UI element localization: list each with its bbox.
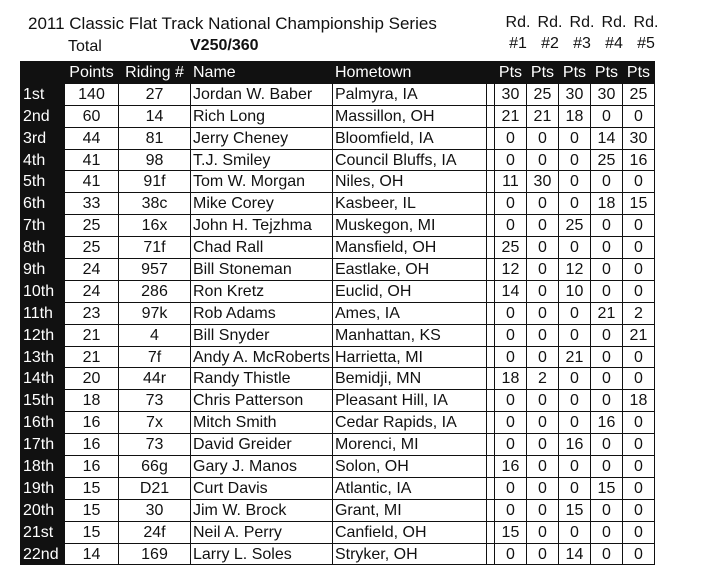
round-4-points-cell: 21: [590, 302, 622, 324]
round-header-2: [534, 12, 566, 54]
column-gap: [486, 83, 494, 105]
riding-number-cell: 286: [119, 280, 191, 302]
round-4-points-cell: 0: [590, 280, 622, 302]
round-2-points-cell: 21: [526, 105, 558, 127]
round-4-points-cell: 0: [590, 237, 622, 259]
hometown-cell: Atlantic, IA: [332, 477, 486, 499]
riding-number-cell: 73: [119, 434, 191, 456]
place-cell: 19th: [21, 477, 65, 499]
round-1-points-cell: 0: [494, 215, 526, 237]
column-header-round-3: Pts: [558, 62, 590, 84]
round-4-points-cell: 0: [590, 521, 622, 543]
total-points-cell: 16: [65, 412, 119, 434]
round-5-points-cell: 0: [622, 477, 654, 499]
round-3-points-cell: 0: [558, 324, 590, 346]
riding-number-cell: 30: [119, 499, 191, 521]
round-1-points-cell: 12: [494, 259, 526, 281]
riding-number-cell: 27: [119, 83, 191, 105]
total-points-cell: 140: [65, 83, 119, 105]
total-points-cell: 14: [65, 543, 119, 565]
round-2-points-cell: 0: [526, 324, 558, 346]
rider-name-cell: Andy A. McRoberts: [191, 346, 333, 368]
table-row: [21, 456, 655, 478]
round-4-points-cell: 0: [590, 390, 622, 412]
table-row: [21, 302, 655, 324]
class-label: V250/360: [190, 37, 259, 54]
riding-number-cell: 38c: [119, 193, 191, 215]
standings-rows: [21, 83, 655, 565]
round-5-points-cell: 0: [622, 105, 654, 127]
total-points-cell: 23: [65, 302, 119, 324]
hometown-cell: Euclid, OH: [332, 280, 486, 302]
hometown-cell: Massillon, OH: [332, 105, 486, 127]
column-gap: [486, 127, 494, 149]
round-2-points-cell: 0: [526, 215, 558, 237]
hometown-cell: Cedar Rapids, IA: [332, 412, 486, 434]
round-2-points-cell: 0: [526, 127, 558, 149]
table-header-row: [21, 62, 655, 84]
place-cell: 20th: [21, 499, 65, 521]
round-3-points-cell: 21: [558, 346, 590, 368]
column-gap: [486, 368, 494, 390]
hometown-cell: Palmyra, IA: [332, 83, 486, 105]
place-cell: 11th: [21, 302, 65, 324]
round-5-points-cell: 2: [622, 302, 654, 324]
header-corner: [21, 62, 65, 84]
round-5-points-cell: 0: [622, 259, 654, 281]
round-2-points-cell: 0: [526, 280, 558, 302]
round-header-3: [566, 12, 598, 54]
hometown-cell: Mansfield, OH: [332, 237, 486, 259]
round-3-points-cell: 30: [558, 83, 590, 105]
round-3-points-cell: 10: [558, 280, 590, 302]
round-2-points-cell: 0: [526, 521, 558, 543]
hometown-cell: Niles, OH: [332, 171, 486, 193]
round-5-points-cell: 15: [622, 193, 654, 215]
round-header-line1: Rd.: [569, 14, 595, 31]
round-3-points-cell: 0: [558, 521, 590, 543]
rider-name-cell: Rich Long: [191, 105, 333, 127]
column-header-name: Name: [191, 62, 333, 84]
table-row: [21, 499, 655, 521]
round-5-points-cell: 0: [622, 368, 654, 390]
total-points-cell: 18: [65, 390, 119, 412]
place-cell: 18th: [21, 456, 65, 478]
round-header-line1: Rd.: [537, 14, 563, 31]
column-header-round-5: Pts: [622, 62, 654, 84]
column-gap: [486, 346, 494, 368]
round-3-points-cell: 0: [558, 368, 590, 390]
place-cell: 5th: [21, 171, 65, 193]
column-gap: [486, 302, 494, 324]
rider-name-cell: T.J. Smiley: [191, 149, 333, 171]
riding-number-cell: 97k: [119, 302, 191, 324]
column-gap: [486, 259, 494, 281]
standings-table: [20, 61, 655, 565]
round-1-points-cell: 0: [494, 412, 526, 434]
total-points-cell: 24: [65, 280, 119, 302]
place-cell: 17th: [21, 434, 65, 456]
hometown-cell: Council Bluffs, IA: [332, 149, 486, 171]
table-row: [21, 149, 655, 171]
round-2-points-cell: 0: [526, 259, 558, 281]
round-header-line2: #3: [573, 35, 591, 52]
round-5-points-cell: 16: [622, 149, 654, 171]
riding-number-cell: 44r: [119, 368, 191, 390]
round-4-points-cell: 0: [590, 368, 622, 390]
total-points-cell: 60: [65, 105, 119, 127]
round-2-points-cell: 0: [526, 346, 558, 368]
round-1-points-cell: 14: [494, 280, 526, 302]
hometown-cell: Bemidji, MN: [332, 368, 486, 390]
riding-number-cell: 73: [119, 390, 191, 412]
column-gap: [486, 62, 494, 84]
hometown-cell: Bloomfield, IA: [332, 127, 486, 149]
round-1-points-cell: 0: [494, 434, 526, 456]
round-4-points-cell: 0: [590, 171, 622, 193]
round-5-points-cell: 0: [622, 237, 654, 259]
total-points-cell: 25: [65, 215, 119, 237]
round-4-points-cell: 0: [590, 324, 622, 346]
round-header-line2: #4: [605, 35, 623, 52]
table-row: [21, 280, 655, 302]
rider-name-cell: John H. Tejzhma: [191, 215, 333, 237]
round-2-points-cell: 0: [526, 193, 558, 215]
round-5-points-cell: 0: [622, 521, 654, 543]
total-points-cell: 21: [65, 346, 119, 368]
round-header-5: [630, 12, 662, 54]
table-row: [21, 412, 655, 434]
column-header-hometown: Hometown: [332, 62, 486, 84]
hometown-cell: Eastlake, OH: [332, 259, 486, 281]
column-header-points: Points: [65, 62, 119, 84]
round-5-points-cell: 0: [622, 215, 654, 237]
total-points-cell: 25: [65, 237, 119, 259]
round-1-points-cell: 25: [494, 237, 526, 259]
round-1-points-cell: 0: [494, 302, 526, 324]
riding-number-cell: 16x: [119, 215, 191, 237]
place-cell: 7th: [21, 215, 65, 237]
round-5-points-cell: 21: [622, 324, 654, 346]
round-1-points-cell: 0: [494, 499, 526, 521]
round-header-line2: #2: [541, 35, 559, 52]
round-header-4: [598, 12, 630, 54]
column-header-round-4: Pts: [590, 62, 622, 84]
riding-number-cell: 4: [119, 324, 191, 346]
round-1-points-cell: 0: [494, 324, 526, 346]
table-row: [21, 390, 655, 412]
round-2-points-cell: 0: [526, 543, 558, 565]
table-row: [21, 259, 655, 281]
rider-name-cell: David Greider: [191, 434, 333, 456]
hometown-cell: Solon, OH: [332, 456, 486, 478]
riding-number-cell: 7f: [119, 346, 191, 368]
round-2-points-cell: 30: [526, 171, 558, 193]
round-2-points-cell: 0: [526, 456, 558, 478]
round-header-line1: Rd.: [633, 14, 659, 31]
place-cell: 4th: [21, 149, 65, 171]
column-gap: [486, 171, 494, 193]
round-4-points-cell: 0: [590, 499, 622, 521]
round-header-line1: Rd.: [505, 14, 531, 31]
column-header-riding-number: Riding #: [119, 62, 191, 84]
riding-number-cell: 71f: [119, 237, 191, 259]
rider-name-cell: Tom W. Morgan: [191, 171, 333, 193]
hometown-cell: Grant, MI: [332, 499, 486, 521]
round-header-line2: #5: [637, 35, 655, 52]
round-4-points-cell: 0: [590, 259, 622, 281]
table-row: [21, 477, 655, 499]
riding-number-cell: 81: [119, 127, 191, 149]
total-points-cell: 15: [65, 521, 119, 543]
column-gap: [486, 499, 494, 521]
rider-name-cell: Bill Stoneman: [191, 259, 333, 281]
total-points-cell: 41: [65, 171, 119, 193]
round-2-points-cell: 0: [526, 499, 558, 521]
column-gap: [486, 456, 494, 478]
round-4-points-cell: 16: [590, 412, 622, 434]
total-points-cell: 16: [65, 434, 119, 456]
round-2-points-cell: 0: [526, 390, 558, 412]
round-1-points-cell: 18: [494, 368, 526, 390]
round-3-points-cell: 0: [558, 477, 590, 499]
riding-number-cell: D21: [119, 477, 191, 499]
round-3-points-cell: 0: [558, 456, 590, 478]
round-5-points-cell: 0: [622, 543, 654, 565]
total-points-cell: 33: [65, 193, 119, 215]
column-gap: [486, 215, 494, 237]
total-points-cell: 16: [65, 456, 119, 478]
round-5-points-cell: 25: [622, 83, 654, 105]
riding-number-cell: 957: [119, 259, 191, 281]
column-gap: [486, 390, 494, 412]
round-3-points-cell: 0: [558, 412, 590, 434]
round-5-points-cell: 0: [622, 434, 654, 456]
place-cell: 1st: [21, 83, 65, 105]
rider-name-cell: Gary J. Manos: [191, 456, 333, 478]
place-cell: 13th: [21, 346, 65, 368]
table-row: [21, 215, 655, 237]
round-2-points-cell: 0: [526, 477, 558, 499]
rider-name-cell: Jordan W. Baber: [191, 83, 333, 105]
hometown-cell: Manhattan, KS: [332, 324, 486, 346]
rider-name-cell: Curt Davis: [191, 477, 333, 499]
riding-number-cell: 7x: [119, 412, 191, 434]
column-header-round-2: Pts: [526, 62, 558, 84]
round-1-points-cell: 11: [494, 171, 526, 193]
total-points-cell: 15: [65, 499, 119, 521]
column-gap: [486, 412, 494, 434]
rider-name-cell: Larry L. Soles: [191, 543, 333, 565]
table-row: [21, 105, 655, 127]
column-gap: [486, 434, 494, 456]
column-header-round-1: Pts: [494, 62, 526, 84]
round-header-line1: Rd.: [601, 14, 627, 31]
hometown-cell: Kasbeer, IL: [332, 193, 486, 215]
round-3-points-cell: 12: [558, 259, 590, 281]
round-header-1: [502, 12, 534, 54]
column-gap: [486, 521, 494, 543]
total-points-cell: 20: [65, 368, 119, 390]
round-2-points-cell: 0: [526, 237, 558, 259]
round-5-points-cell: 0: [622, 346, 654, 368]
round-4-points-cell: 0: [590, 105, 622, 127]
round-3-points-cell: 0: [558, 237, 590, 259]
round-3-points-cell: 0: [558, 171, 590, 193]
table-row: [21, 368, 655, 390]
riding-number-cell: 169: [119, 543, 191, 565]
place-cell: 14th: [21, 368, 65, 390]
column-gap: [486, 149, 494, 171]
hometown-cell: Stryker, OH: [332, 543, 486, 565]
place-cell: 3rd: [21, 127, 65, 149]
document-title: 2011 Classic Flat Track National Championship Series: [28, 14, 437, 33]
round-4-points-cell: 0: [590, 215, 622, 237]
place-cell: 10th: [21, 280, 65, 302]
round-2-points-cell: 0: [526, 412, 558, 434]
table-row: [21, 83, 655, 105]
round-3-points-cell: 0: [558, 127, 590, 149]
column-gap: [486, 477, 494, 499]
total-label: Total: [68, 38, 102, 55]
table-row: [21, 193, 655, 215]
round-1-points-cell: 0: [494, 346, 526, 368]
riding-number-cell: 91f: [119, 171, 191, 193]
table-row: [21, 543, 655, 565]
riding-number-cell: 98: [119, 149, 191, 171]
round-5-points-cell: 0: [622, 456, 654, 478]
total-points-cell: 24: [65, 259, 119, 281]
round-1-points-cell: 30: [494, 83, 526, 105]
place-cell: 8th: [21, 237, 65, 259]
round-5-points-cell: 18: [622, 390, 654, 412]
round-1-points-cell: 15: [494, 521, 526, 543]
total-points-cell: 44: [65, 127, 119, 149]
rider-name-cell: Ron Kretz: [191, 280, 333, 302]
column-gap: [486, 105, 494, 127]
hometown-cell: Canfield, OH: [332, 521, 486, 543]
round-3-points-cell: 0: [558, 193, 590, 215]
place-cell: 9th: [21, 259, 65, 281]
rider-name-cell: Jim W. Brock: [191, 499, 333, 521]
round-header-line2: #1: [509, 35, 527, 52]
round-5-points-cell: 0: [622, 171, 654, 193]
round-5-points-cell: 0: [622, 412, 654, 434]
table-row: [21, 324, 655, 346]
round-3-points-cell: 0: [558, 149, 590, 171]
round-4-points-cell: 30: [590, 83, 622, 105]
table-row: [21, 346, 655, 368]
round-3-points-cell: 14: [558, 543, 590, 565]
round-1-points-cell: 0: [494, 477, 526, 499]
round-4-points-cell: 0: [590, 346, 622, 368]
total-points-cell: 15: [65, 477, 119, 499]
total-points-cell: 21: [65, 324, 119, 346]
round-4-points-cell: 0: [590, 434, 622, 456]
rider-name-cell: Mitch Smith: [191, 412, 333, 434]
round-3-points-cell: 18: [558, 105, 590, 127]
column-gap: [486, 193, 494, 215]
riding-number-cell: 14: [119, 105, 191, 127]
round-3-points-cell: 0: [558, 390, 590, 412]
place-cell: 15th: [21, 390, 65, 412]
rider-name-cell: Neil A. Perry: [191, 521, 333, 543]
rider-name-cell: Rob Adams: [191, 302, 333, 324]
hometown-cell: Morenci, MI: [332, 434, 486, 456]
place-cell: 12th: [21, 324, 65, 346]
total-points-cell: 41: [65, 149, 119, 171]
round-4-points-cell: 15: [590, 477, 622, 499]
round-5-points-cell: 30: [622, 127, 654, 149]
place-cell: 6th: [21, 193, 65, 215]
column-gap: [486, 324, 494, 346]
round-2-points-cell: 0: [526, 149, 558, 171]
round-1-points-cell: 0: [494, 193, 526, 215]
rider-name-cell: Bill Snyder: [191, 324, 333, 346]
round-4-points-cell: 14: [590, 127, 622, 149]
column-gap: [486, 280, 494, 302]
table-row: [21, 237, 655, 259]
hometown-cell: Harrietta, MI: [332, 346, 486, 368]
place-cell: 22nd: [21, 543, 65, 565]
round-1-points-cell: 16: [494, 456, 526, 478]
round-1-points-cell: 0: [494, 543, 526, 565]
round-3-points-cell: 0: [558, 302, 590, 324]
table-row: [21, 521, 655, 543]
place-cell: 16th: [21, 412, 65, 434]
round-1-points-cell: 0: [494, 390, 526, 412]
round-2-points-cell: 2: [526, 368, 558, 390]
round-5-points-cell: 0: [622, 280, 654, 302]
rider-name-cell: Jerry Cheney: [191, 127, 333, 149]
round-4-points-cell: 0: [590, 543, 622, 565]
round-5-points-cell: 0: [622, 499, 654, 521]
round-3-points-cell: 16: [558, 434, 590, 456]
round-4-points-cell: 18: [590, 193, 622, 215]
round-1-points-cell: 21: [494, 105, 526, 127]
round-2-points-cell: 0: [526, 434, 558, 456]
riding-number-cell: 66g: [119, 456, 191, 478]
round-4-points-cell: 0: [590, 456, 622, 478]
round-3-points-cell: 15: [558, 499, 590, 521]
table-row: [21, 434, 655, 456]
column-gap: [486, 543, 494, 565]
hometown-cell: Ames, IA: [332, 302, 486, 324]
rider-name-cell: Chad Rall: [191, 237, 333, 259]
place-cell: 21st: [21, 521, 65, 543]
round-1-points-cell: 0: [494, 149, 526, 171]
hometown-cell: Pleasant Hill, IA: [332, 390, 486, 412]
round-1-points-cell: 0: [494, 127, 526, 149]
hometown-cell: Muskegon, MI: [332, 215, 486, 237]
round-3-points-cell: 25: [558, 215, 590, 237]
table-row: [21, 127, 655, 149]
rider-name-cell: Mike Corey: [191, 193, 333, 215]
riding-number-cell: 24f: [119, 521, 191, 543]
rider-name-cell: Chris Patterson: [191, 390, 333, 412]
round-4-points-cell: 25: [590, 149, 622, 171]
place-cell: 2nd: [21, 105, 65, 127]
column-gap: [486, 237, 494, 259]
rider-name-cell: Randy Thistle: [191, 368, 333, 390]
table-row: [21, 171, 655, 193]
round-2-points-cell: 25: [526, 83, 558, 105]
round-2-points-cell: 0: [526, 302, 558, 324]
